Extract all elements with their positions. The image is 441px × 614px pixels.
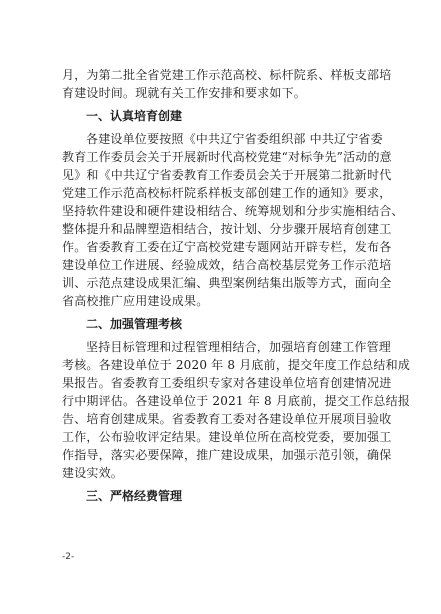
section2-line: 行中期评估。各建设单位于 2021 年 8 月底前，提交工作总结报 <box>62 394 411 408</box>
section1-line: 作。省委教育工委在辽宁高校党建专题网站开辟专栏，发布各 <box>62 240 392 254</box>
section2-line: 建设实效。 <box>62 466 124 480</box>
section-heading-3: 三、严格经费管理 <box>86 489 183 503</box>
section2-line: 告、培育创建成果。省委教育工委对各建设单位开展项目验收 <box>62 412 392 426</box>
intro-line: 月，为第二批全省党建工作示范高校、标杆院系、样板支部培 <box>62 68 392 82</box>
document-body <box>62 66 411 510</box>
section2-line: 坚持目标管理和过程管理相结合，加强培育创建工作管理 <box>86 340 392 354</box>
section1-line: 省高校推广应用建设成果。 <box>62 294 209 308</box>
section1-line: 训、示范点建设成果汇编、典型案例结集出版等方式，面向全 <box>62 276 392 290</box>
section1-line: 整体提升和品牌塑造相结合，按计划、分步骤开展培育创建工 <box>62 222 392 236</box>
section2-line: 考核。各建设单位于 2020 年 8 月底前，提交年度工作总结和成 <box>62 358 411 372</box>
section2-line: 工作，公布验收评定结果。建设单位所在高校党委，要加强工 <box>62 430 392 444</box>
section1-line: 见》和《中共辽宁省委教育工作委员会关于开展第二批新时代 <box>62 168 392 182</box>
page-number: -2- <box>62 552 75 562</box>
section2-line: 果报告。省委教育工委组织专家对各建设单位培育创建情况进 <box>62 376 392 390</box>
section-heading-1: 一、认真培育创建 <box>86 109 183 123</box>
section1-line: 教育工作委员会关于开展新时代高校党建“对标争先”活动的意 <box>62 150 392 164</box>
section1-line: 建设单位工作进展、经验成效，结合高校基层党务工作示范培 <box>62 258 392 272</box>
section1-line: 坚持软件建设和硬件建设相结合、统筹规划和分步实施相结合、 <box>62 204 404 218</box>
section1-line: 党建工作示范高校标杆院系样板支部创建工作的通知》要求， <box>62 186 392 200</box>
intro-line: 育建设时间。现就有关工作安排和要求如下。 <box>62 86 307 100</box>
section2-line: 作指导，落实必要保障，推广建设成果，加强示范引领，确保 <box>62 448 392 462</box>
section-heading-2: 二、加强管理考核 <box>86 317 183 331</box>
section1-line: 各建设单位要按照《中共辽宁省委组织部 中共辽宁省委 <box>86 132 383 146</box>
